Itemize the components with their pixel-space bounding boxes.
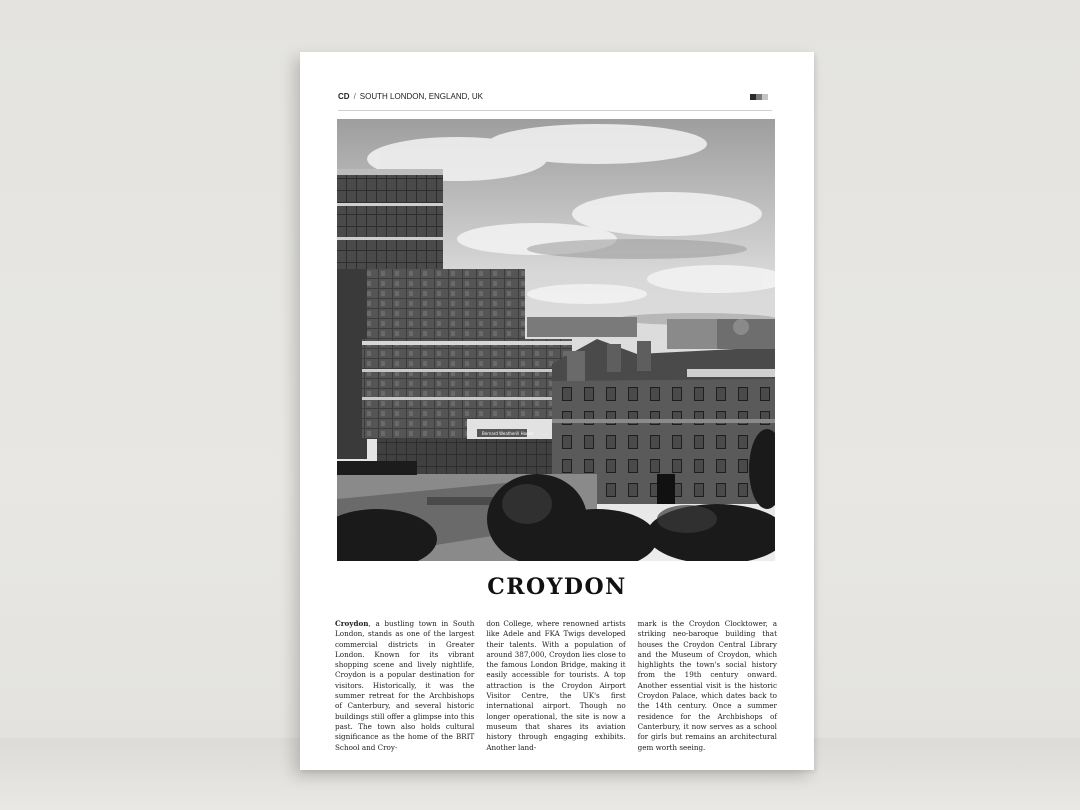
lead-word: Croydon xyxy=(335,619,369,628)
location-text: SOUTH LONDON, ENGLAND, UK xyxy=(359,92,483,101)
description-column-3: mark is the Croydon Clocktower, a striking neo-baroque building that houses the Croydon Central Library and the Museum of Croydon, which highlights the town's social history from the 19th century onward. Another essential visit is the historic Croydon Palace, which dates back to the 14th century. Once a summer residence for the Archbishops of Canterbury, it now serves as a school for girls but remains an architectural gem worth seeing. xyxy=(637,619,777,752)
location-code: CD xyxy=(338,92,350,101)
column-1-text: , a bustling town in South London, stands as one of the largest commercial districts in Greater London. Known for its vibrant shopping scene and lively nightlife, Croydon is a popular destination for visitors. Historically, it was the summer retreat for the Archbishops of Canterbury, and several historic buildings still offer a glimpse into this past. The town also holds cultural significance as the home of the BRIT School and Croy- xyxy=(335,619,475,752)
description-column-1 xyxy=(335,619,474,753)
description-columns xyxy=(335,619,777,753)
glass-building xyxy=(362,339,572,479)
poster-header xyxy=(338,92,772,111)
poster xyxy=(300,52,814,770)
swatch-light xyxy=(762,94,768,100)
city-photo xyxy=(337,119,775,561)
poster-title: CROYDON xyxy=(487,574,627,600)
description-column-2: don College, where renowned artists like Adele and FKA Twigs developed their talents. With a population of around 387,000, Croydon lies close to the famous London Bridge, making it easily accessible for tourists. A top attraction is the Croydon Airport Visitor Centre, the UK's first international airport. Though no longer operational, the site is now a museum that shares its aviation history through engaging exhibits. Another land- xyxy=(486,619,626,752)
color-swatch xyxy=(750,94,768,100)
building-sign: Bernard Weatherill House xyxy=(482,431,534,436)
header-separator: / xyxy=(353,92,356,101)
